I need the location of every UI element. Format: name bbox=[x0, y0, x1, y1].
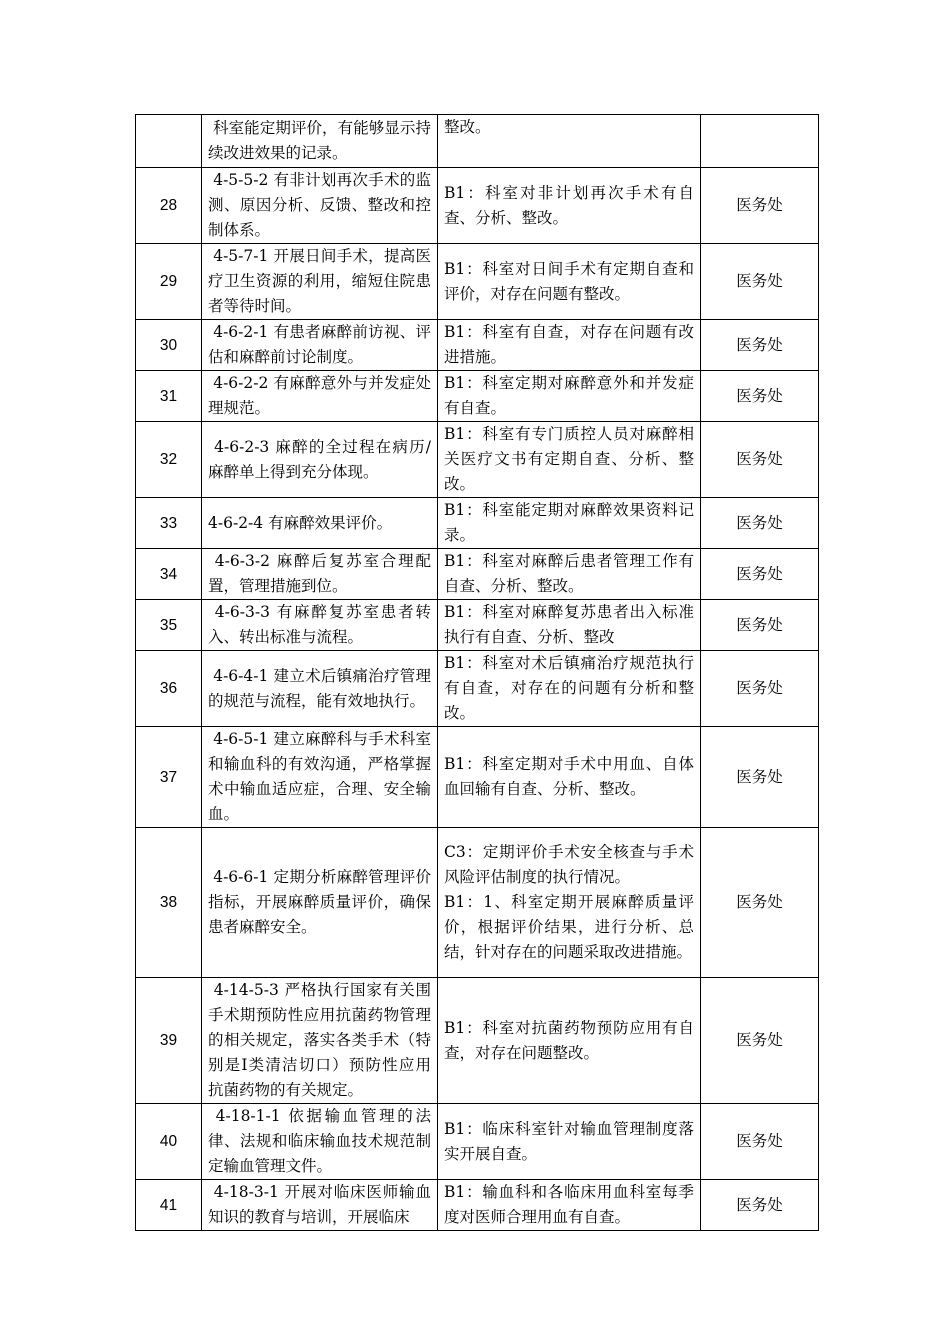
standard-cell: 4-6-6-1 定期分析麻醉管理评价指标，开展麻醉质量评价，确保患者麻醉安全。 bbox=[202, 828, 438, 978]
standard-cell: 4-6-3-2 麻醉后复苏室合理配置，管理措施到位。 bbox=[202, 549, 438, 600]
standard-cell: 4-6-2-1 有患者麻醉前访视、评估和麻醉前讨论制度。 bbox=[202, 320, 438, 371]
department-cell: 医务处 bbox=[701, 244, 819, 320]
requirement-cell: B1：科室对非计划再次手术有自查、分析、整改。 bbox=[438, 168, 701, 244]
row-number: 33 bbox=[136, 498, 202, 549]
table-row bbox=[136, 422, 819, 498]
requirement-cell: C3：定期评价手术安全核查与手术风险评估制度的执行情况。 B1：1、科室定期开展麻醉质量评价，根据评价结果，进行分析、总结，针对存在的问题采取改进措施。 bbox=[438, 828, 701, 978]
requirement-cell: B1：输血科和各临床用血科室每季度对医师合理用血有自查。 bbox=[438, 1180, 701, 1231]
table-row bbox=[136, 244, 819, 320]
standard-cell: 4-5-5-2 有非计划再次手术的监测、原因分析、反馈、整改和控制体系。 bbox=[202, 168, 438, 244]
table-row bbox=[136, 168, 819, 244]
row-number: 32 bbox=[136, 422, 202, 498]
standard-cell: 4-6-2-4 有麻醉效果评价。 bbox=[202, 498, 438, 549]
table-row bbox=[136, 727, 819, 828]
row-number: 37 bbox=[136, 727, 202, 828]
requirement-cell: 整改。 bbox=[438, 115, 701, 168]
department-cell: 医务处 bbox=[701, 1104, 819, 1180]
department-cell: 医务处 bbox=[701, 320, 819, 371]
department-cell: 医务处 bbox=[701, 422, 819, 498]
evaluation-table bbox=[135, 114, 819, 1231]
row-number: 41 bbox=[136, 1180, 202, 1231]
row-number: 35 bbox=[136, 600, 202, 651]
table-row bbox=[136, 651, 819, 727]
department-cell: 医务处 bbox=[701, 168, 819, 244]
requirement-cell: B1：科室对抗菌药物预防应用有自查，对存在问题整改。 bbox=[438, 978, 701, 1104]
standard-cell: 4-6-2-3 麻醉的全过程在病历/麻醉单上得到充分体现。 bbox=[202, 422, 438, 498]
standard-cell: 4-6-2-2 有麻醉意外与并发症处理规范。 bbox=[202, 371, 438, 422]
table-row bbox=[136, 498, 819, 549]
requirement-cell: B1：科室对术后镇痛治疗规范执行有自查，对存在的问题有分析和整改。 bbox=[438, 651, 701, 727]
standard-cell: 科室能定期评价，有能够显示持续改进效果的记录。 bbox=[202, 115, 438, 168]
table-row bbox=[136, 828, 819, 978]
requirement-cell: B1：科室定期对手术中用血、自体血回输有自查、分析、整改。 bbox=[438, 727, 701, 828]
row-number: 40 bbox=[136, 1104, 202, 1180]
requirement-cell: B1：科室对麻醉后患者管理工作有自查、分析、整改。 bbox=[438, 549, 701, 600]
requirement-cell: B1：科室对麻醉复苏患者出入标准执行有自查、分析、整改 bbox=[438, 600, 701, 651]
department-cell: 医务处 bbox=[701, 549, 819, 600]
department-cell: 医务处 bbox=[701, 1180, 819, 1231]
department-cell: 医务处 bbox=[701, 600, 819, 651]
table-row bbox=[136, 549, 819, 600]
standard-cell: 4-6-5-1 建立麻醉科与手术科室和输血科的有效沟通，严格掌握术中输血适应症，合理、安全输血。 bbox=[202, 727, 438, 828]
row-number: 34 bbox=[136, 549, 202, 600]
requirement-cell: B1：科室有专门质控人员对麻醉相关医疗文书有定期自查、分析、整改。 bbox=[438, 422, 701, 498]
department-cell: 医务处 bbox=[701, 371, 819, 422]
department-cell: 医务处 bbox=[701, 978, 819, 1104]
row-number: 38 bbox=[136, 828, 202, 978]
row-number: 30 bbox=[136, 320, 202, 371]
requirement-cell: B1：临床科室针对输血管理制度落实开展自查。 bbox=[438, 1104, 701, 1180]
requirement-cell: B1：科室对日间手术有定期自查和评价，对存在问题有整改。 bbox=[438, 244, 701, 320]
requirement-cell: B1：科室定期对麻醉意外和并发症有自查。 bbox=[438, 371, 701, 422]
standard-cell: 4-6-4-1 建立术后镇痛治疗管理的规范与流程，能有效地执行。 bbox=[202, 651, 438, 727]
department-cell: 医务处 bbox=[701, 828, 819, 978]
row-number: 36 bbox=[136, 651, 202, 727]
row-number: 39 bbox=[136, 978, 202, 1104]
table-body bbox=[136, 115, 819, 1231]
row-number: 28 bbox=[136, 168, 202, 244]
document-page bbox=[135, 114, 818, 1231]
row-number bbox=[136, 115, 202, 168]
row-number: 29 bbox=[136, 244, 202, 320]
requirement-cell: B1：科室有自查，对存在问题有改进措施。 bbox=[438, 320, 701, 371]
requirement-cell: B1：科室能定期对麻醉效果资料记录。 bbox=[438, 498, 701, 549]
standard-cell: 4-18-3-1 开展对临床医师输血知识的教育与培训，开展临床 bbox=[202, 1180, 438, 1231]
department-cell bbox=[701, 115, 819, 168]
table-row bbox=[136, 978, 819, 1104]
table-row bbox=[136, 600, 819, 651]
department-cell: 医务处 bbox=[701, 498, 819, 549]
department-cell: 医务处 bbox=[701, 651, 819, 727]
department-cell: 医务处 bbox=[701, 727, 819, 828]
table-row bbox=[136, 1180, 819, 1231]
standard-cell: 4-6-3-3 有麻醉复苏室患者转入、转出标准与流程。 bbox=[202, 600, 438, 651]
standard-cell: 4-18-1-1 依据输血管理的法律、法规和临床输血技术规范制定输血管理文件。 bbox=[202, 1104, 438, 1180]
standard-cell: 4-5-7-1 开展日间手术，提高医疗卫生资源的利用，缩短住院患者等待时间。 bbox=[202, 244, 438, 320]
table-row bbox=[136, 320, 819, 371]
standard-cell: 4-14-5-3 严格执行国家有关围手术期预防性应用抗菌药物管理的相关规定，落实各类手术（特别是Ⅰ类清洁切口）预防性应用抗菌药物的有关规定。 bbox=[202, 978, 438, 1104]
row-number: 31 bbox=[136, 371, 202, 422]
table-row bbox=[136, 1104, 819, 1180]
table-row bbox=[136, 371, 819, 422]
table-row bbox=[136, 115, 819, 168]
